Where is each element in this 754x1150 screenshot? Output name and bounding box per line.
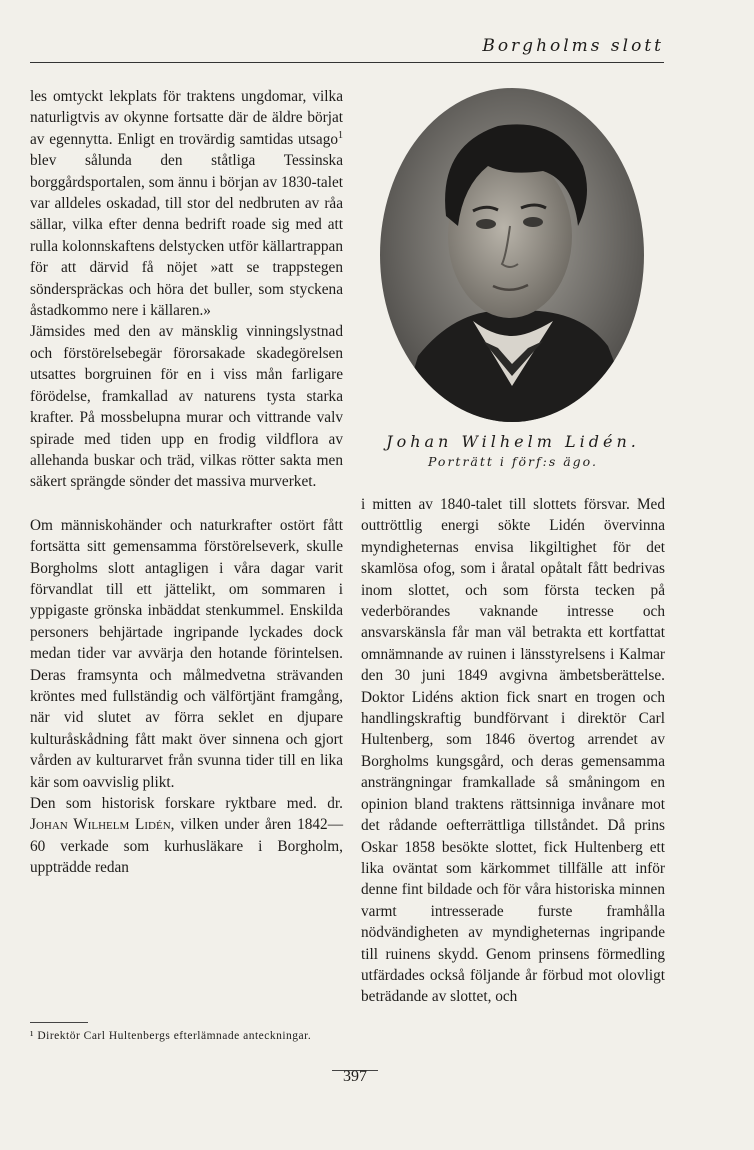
caption-credit: Porträtt i förf:s ägo. [428, 454, 598, 469]
footnote-marker: 1 [338, 129, 343, 141]
paragraph-2: Jämsides med den av mänsklig vinningslystnad och förstörelsebegär förorsakade skadegörelsen utsattes borgruinen för en i viss mån farligare förödelse, framkallad av naturens tysta starka krafter. På mossbelupna murar och vittrande valv spirade med tiden upp en frodig vildflora av allehanda buskar och träd, vilkas rötter sakta men säkert sprängde sönder det massiva murverket. [30, 323, 343, 491]
paragraph-3: Om människohänder och naturkrafter ostört fått fortsätta sitt gemensamma förstörelseverk, skulle Borgholms slott antagligen i våra dagar varit förvandlat till ett jättelikt, om sommaren i yppigaste grönska inbäddat stenkummel. Enskilda personers behjärtade ingripande lyckades dock medan tider var avvärja den hotande förintelsen. Deras framsynta och målmedvetna strävanden kröntes med fullständig och välförtjänt framgång, när vid slutet av förra seklet en djupare kulturåskådning fått makt över sinnena och gjort vården av kulturarvet från svunna tider till en lika kär som oavvislig plikt. [30, 516, 343, 791]
footnote: ¹ Direktör Carl Hultenbergs efterlämnade anteckningar. [30, 1030, 312, 1042]
page-number: 397 [343, 1068, 367, 1085]
right-paragraph: i mitten av 1840-talet till slottets försvar. Med outtröttlig energi sökte Lidén övervinna myndigheternas envisa likgiltighet för det skamlösa ofog, som i åratal opåtalt fått bedrivas inom slottet, och som första tecken på vederbörandes vaknande intresse och ansvarskänsla får man väl betrakta ett kortfattat omnämnande av ruinen i länsstyrelsens i Kalmar den 30 juni 1849 avgivna ämbetsberättelse. Doktor Lidéns aktion fick snart en trogen och handlingskraftig bundförvant i direktör Carl Hultenberg, som 1846 övertog arrendet av Borgholms kungsgård, och deras gemensamma ansträngningar framkallade så småningom en opinion bland traktens rättsinniga invånare mot det rådande oefterrättliga tillståndet. Då prins Oskar 1858 besökte slottet, fick Hultenberg ett lika oväntat som kärkommet tillfälle att inför denne fint bildade och för våra historiska minnen varmt intresserade furste framhålla nödvändigheten av myndigheternas ingripande till ruinens skydd. Genom prinsens förmedling utfärdades också följande år förbud mot olovligt beträdande av slottet, och [361, 496, 665, 1006]
caption-name: Johan Wilhelm Lidén. [386, 432, 640, 451]
paragraph-4 [30, 793, 343, 879]
header-rule [30, 62, 664, 63]
footnote-rule [30, 1022, 88, 1023]
paragraph-1-text: les omtyckt lekplats för traktens ungdomar, vilka naturligtvis av okynne fortsatte där de äldre börjat av egennytta. Enligt en trovärdig samtidas utsago [30, 88, 343, 148]
paragraph-4-text: Den som historisk forskare ryktbare med. dr. [30, 795, 343, 812]
paragraph-4-rest: , vilken under åren 1842—60 verkade som kurhusläkare i Borgholm, uppträdde redan [30, 816, 343, 877]
running-head: Borgholms slott [482, 36, 664, 56]
section-gap [30, 493, 343, 515]
left-column [30, 86, 343, 879]
portrait-image [378, 86, 646, 424]
right-column [361, 494, 665, 1008]
person-name: Johan Wilhelm Lidén [30, 816, 171, 834]
paragraph-1 [30, 86, 343, 321]
paragraph-1-rest: blev sålunda den ståtliga Tessinska borggårdsportalen, som ännu i början av 1830-talet var alldeles oskadad, till stor del nedbruten av råa sällar, vilka efter denna bedrift roade sig med att rulla kolonnskaftens delstycken utför källartrappan för att därvid få nöjet »att se trappstegen sönderspräckas och höra det buller, som styckena åstadkommo nere i källaren.» [30, 152, 343, 320]
